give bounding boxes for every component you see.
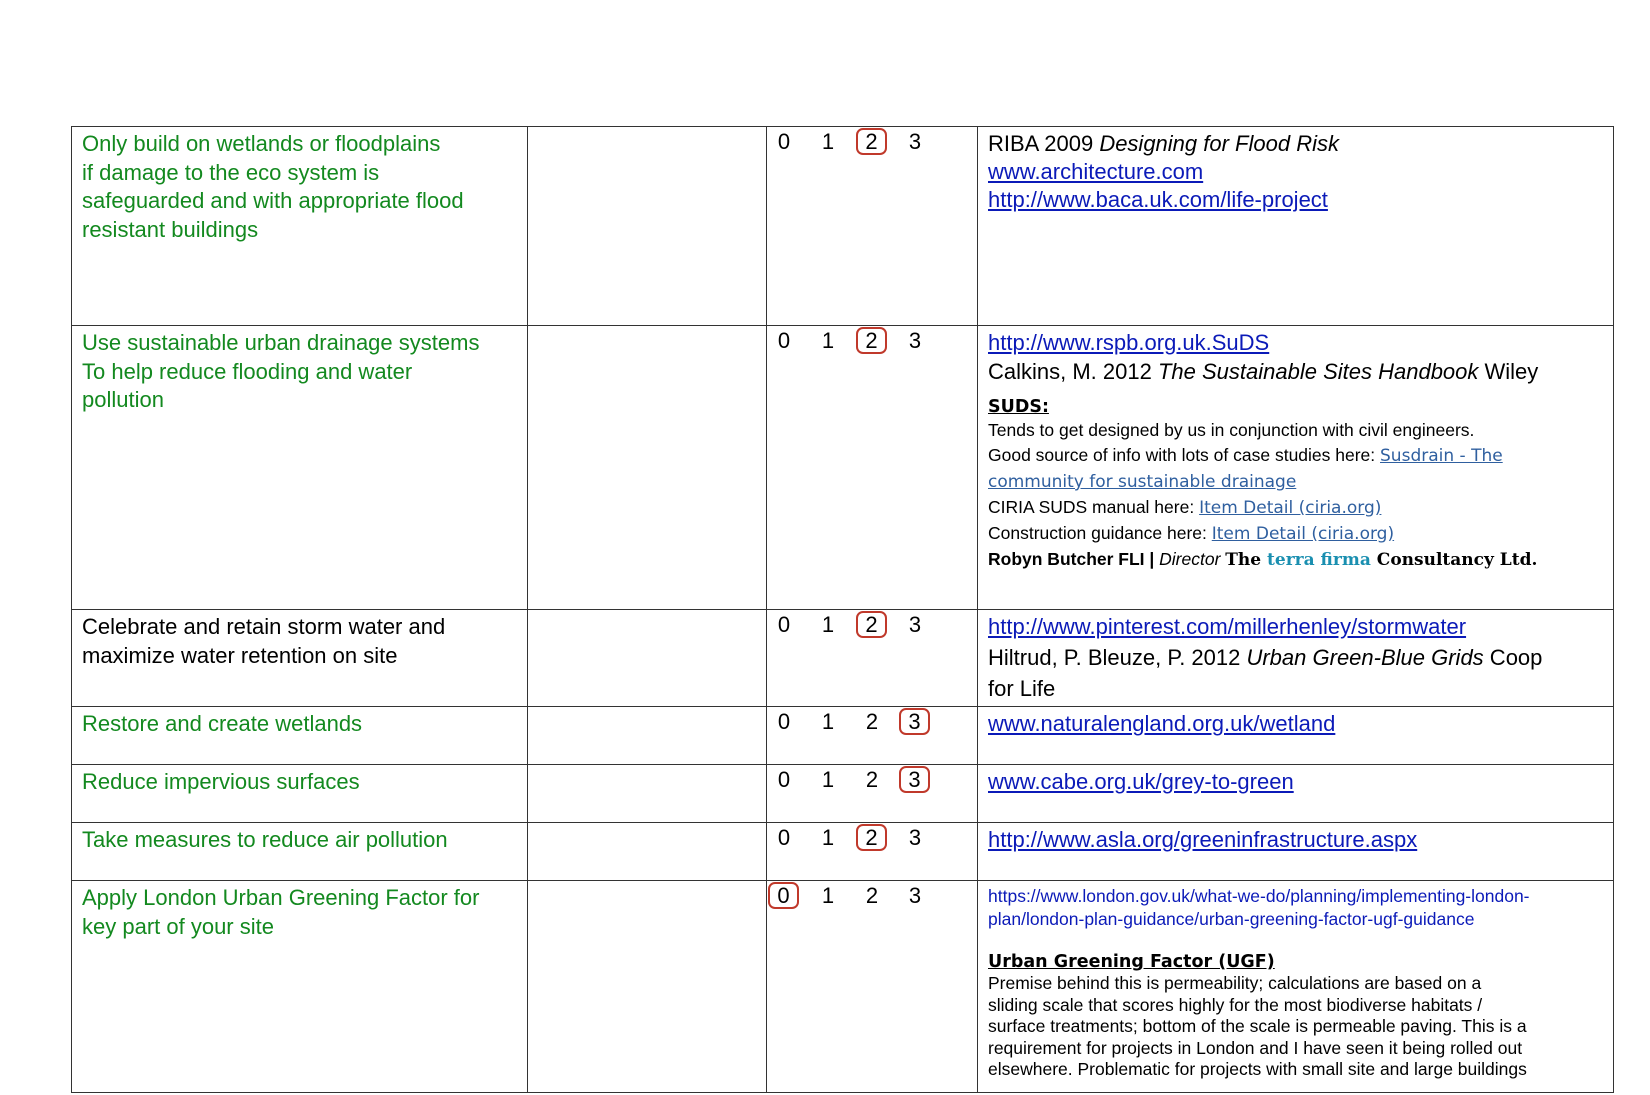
table-row bbox=[72, 610, 1614, 707]
score-cell bbox=[767, 823, 978, 881]
score-option[interactable]: 0 bbox=[777, 767, 791, 792]
score-option[interactable]: 0 bbox=[777, 328, 791, 353]
note-text: Premise behind this is permeability; calculations are based on a bbox=[988, 973, 1482, 993]
score-option-selected[interactable]: 2 bbox=[856, 128, 887, 155]
score-option[interactable]: 0 bbox=[777, 612, 791, 637]
signature-company-suffix: Consultancy Ltd. bbox=[1370, 550, 1538, 570]
score-option[interactable]: 0 bbox=[777, 129, 791, 154]
action-cell bbox=[72, 610, 528, 707]
note-text: surface treatments; bottom of the scale is permeable paving. This is a bbox=[988, 1016, 1527, 1036]
reference-link[interactable]: https://www.london.gov.uk/what-we-do/planning/implementing-london- bbox=[988, 886, 1530, 906]
score-option[interactable]: 1 bbox=[821, 767, 835, 792]
score-option[interactable]: 3 bbox=[908, 883, 922, 908]
score-scale bbox=[767, 326, 977, 358]
score-scale bbox=[767, 823, 977, 855]
score-cell bbox=[767, 881, 978, 1093]
reference-link[interactable]: www.naturalengland.org.uk/wetland bbox=[988, 711, 1336, 736]
action-text: Take measures to reduce air pollution bbox=[82, 827, 448, 852]
action-text: Only build on wetlands or floodplains if damage to the eco system is safeguarded and with appropriate flood resistant buildings bbox=[82, 131, 464, 242]
reference-text: Calkins, M. 2012 bbox=[988, 359, 1158, 384]
signature-company-brand: terra firma bbox=[1267, 550, 1371, 570]
score-option-selected[interactable]: 2 bbox=[856, 611, 887, 638]
action-cell bbox=[72, 127, 528, 326]
action-text: Use sustainable urban drainage systems To help reduce flooding and water pollution bbox=[82, 330, 480, 412]
note-text: elsewhere. Problematic for projects with small site and large buildings bbox=[988, 1059, 1527, 1079]
notes-cell bbox=[528, 707, 767, 765]
notes-cell bbox=[528, 610, 767, 707]
score-option[interactable]: 0 bbox=[777, 825, 791, 850]
score-cell bbox=[767, 127, 978, 326]
score-cell bbox=[767, 765, 978, 823]
assessment-table bbox=[71, 126, 1614, 1093]
reference-link[interactable]: www.cabe.org.uk/grey-to-green bbox=[988, 769, 1294, 794]
signature-name: Robyn Butcher FLI | bbox=[988, 549, 1160, 569]
score-option[interactable]: 1 bbox=[821, 328, 835, 353]
score-option-selected[interactable]: 2 bbox=[856, 824, 887, 851]
action-cell bbox=[72, 881, 528, 1093]
reference-link[interactable]: http://www.rspb.org.uk.SuDS bbox=[988, 330, 1270, 355]
score-option[interactable]: 2 bbox=[865, 709, 879, 734]
note-text: Tends to get designed by us in conjunction with civil engineers. bbox=[988, 420, 1475, 440]
reference-cell bbox=[978, 765, 1614, 823]
score-option-selected[interactable]: 2 bbox=[856, 327, 887, 354]
score-scale bbox=[767, 765, 977, 797]
note-heading: Urban Greening Factor (UGF) bbox=[988, 952, 1275, 972]
score-cell bbox=[767, 326, 978, 610]
reference-cell bbox=[978, 823, 1614, 881]
reference-cell bbox=[978, 326, 1614, 610]
score-option[interactable]: 3 bbox=[908, 825, 922, 850]
reference-link[interactable]: www.architecture.com bbox=[988, 159, 1204, 184]
action-cell bbox=[72, 326, 528, 610]
score-option[interactable]: 1 bbox=[821, 825, 835, 850]
note-link[interactable]: Item Detail (ciria.org) bbox=[1211, 524, 1395, 544]
action-cell bbox=[72, 765, 528, 823]
score-option[interactable]: 1 bbox=[821, 612, 835, 637]
score-scale bbox=[767, 707, 977, 739]
action-text: Celebrate and retain storm water and maximize water retention on site bbox=[82, 614, 446, 668]
reference-cell bbox=[978, 127, 1614, 326]
reference-text: Hiltrud, P. Bleuze, P. 2012 bbox=[988, 645, 1247, 670]
score-option[interactable]: 2 bbox=[865, 883, 879, 908]
action-text: Restore and create wetlands bbox=[82, 711, 363, 736]
reference-link[interactable]: http://www.pinterest.com/millerhenley/stormwater bbox=[988, 614, 1467, 639]
reference-cell bbox=[978, 881, 1614, 1093]
reference-link[interactable]: http://www.asla.org/greeninfrastructure.aspx bbox=[988, 827, 1418, 852]
table-row bbox=[72, 765, 1614, 823]
table-row bbox=[72, 127, 1614, 326]
score-option-selected[interactable]: 3 bbox=[899, 766, 930, 793]
note-link[interactable]: Item Detail (ciria.org) bbox=[1199, 498, 1382, 518]
note-text: Construction guidance here: bbox=[988, 523, 1212, 543]
score-option[interactable]: 1 bbox=[821, 883, 835, 908]
action-cell bbox=[72, 707, 528, 765]
action-cell bbox=[72, 823, 528, 881]
score-option-selected[interactable]: 0 bbox=[768, 882, 799, 909]
score-option[interactable]: 3 bbox=[908, 328, 922, 353]
score-option[interactable]: 1 bbox=[821, 129, 835, 154]
score-option[interactable]: 3 bbox=[908, 129, 922, 154]
reference-text: for Life bbox=[988, 676, 1056, 701]
note-text: requirement for projects in London and I have seen it being rolled out bbox=[988, 1037, 1523, 1058]
note-text: CIRIA SUDS manual here: bbox=[988, 497, 1200, 517]
notes-cell bbox=[528, 326, 767, 610]
action-text: Reduce impervious surfaces bbox=[82, 769, 360, 794]
reference-link[interactable]: http://www.baca.uk.com/life-project bbox=[988, 187, 1328, 212]
notes-cell bbox=[528, 823, 767, 881]
signature-line bbox=[988, 547, 1603, 573]
reference-title: The Sustainable Sites Handbook bbox=[1157, 359, 1479, 384]
reference-cell bbox=[978, 610, 1614, 707]
note-link[interactable]: Susdrain - The bbox=[1380, 446, 1503, 466]
notes-cell bbox=[528, 127, 767, 326]
score-option-selected[interactable]: 3 bbox=[899, 708, 930, 735]
score-cell bbox=[767, 610, 978, 707]
score-option[interactable]: 1 bbox=[821, 709, 835, 734]
notes-cell bbox=[528, 881, 767, 1093]
reference-publisher: Wiley bbox=[1478, 359, 1539, 384]
reference-text: RIBA 2009 bbox=[988, 131, 1100, 156]
score-option[interactable]: 0 bbox=[777, 709, 791, 734]
reference-title: Designing for Flood Risk bbox=[1099, 131, 1339, 156]
reference-title: Urban Green-Blue Grids bbox=[1246, 645, 1484, 670]
reference-cell bbox=[978, 707, 1614, 765]
note-link[interactable]: community for sustainable drainage bbox=[988, 472, 1297, 492]
score-scale bbox=[767, 610, 977, 642]
note-text: sliding scale that scores highly for the most biodiverse habitats / bbox=[988, 994, 1483, 1015]
reference-publisher: Coop bbox=[1483, 645, 1543, 670]
score-option[interactable]: 3 bbox=[908, 612, 922, 637]
action-text: Apply London Urban Greening Factor for key part of your site bbox=[82, 885, 480, 939]
table-row bbox=[72, 881, 1614, 1093]
signature-role: Director bbox=[1159, 549, 1226, 569]
table-row bbox=[72, 707, 1614, 765]
reference-link[interactable]: plan/london-plan-guidance/urban-greening-factor-ugf-guidance bbox=[988, 909, 1475, 929]
table-row bbox=[72, 823, 1614, 881]
notes-cell bbox=[528, 765, 767, 823]
note-text: Good source of info with lots of case studies here: bbox=[988, 445, 1381, 465]
score-scale bbox=[767, 127, 977, 159]
note-heading: SUDS: bbox=[988, 397, 1049, 417]
signature-company-prefix: The bbox=[1225, 550, 1268, 570]
table-row bbox=[72, 326, 1614, 610]
score-cell bbox=[767, 707, 978, 765]
score-scale bbox=[767, 881, 977, 913]
score-option[interactable]: 2 bbox=[865, 767, 879, 792]
